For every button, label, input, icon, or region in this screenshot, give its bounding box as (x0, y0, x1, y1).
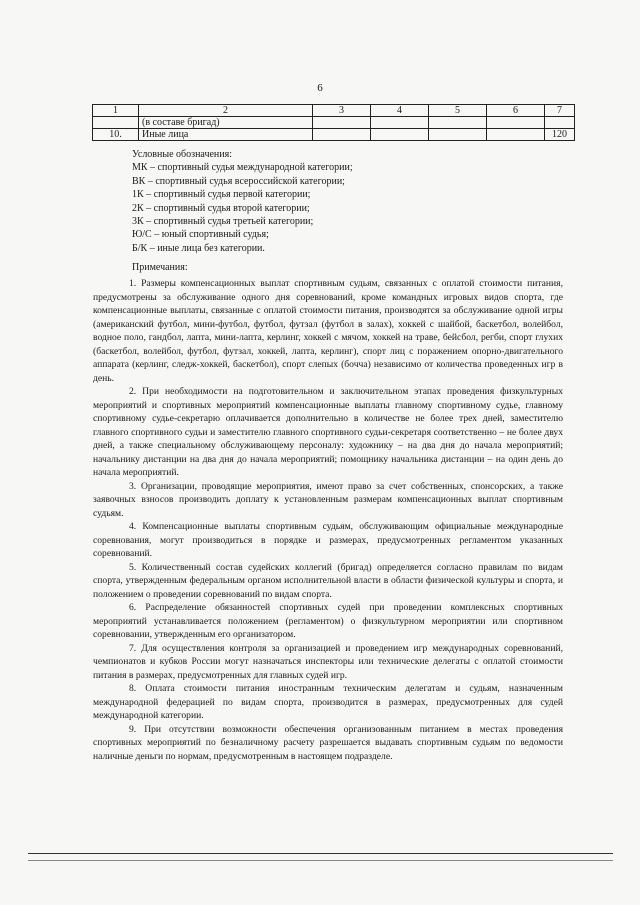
table-cell (487, 129, 545, 141)
note-paragraph: 9. При отсутствии возможности обеспечения организованным питанием в местах проведения спортивных мероприятий по безналичному расчету разрешается выдавать спортивным судьям по ведомости наличные деньги по нормам, предусмотренным в настоящем подразделе. (93, 723, 563, 762)
table-row (93, 117, 575, 129)
table-cell (371, 129, 429, 141)
notation-title: Условные обозначения: (132, 149, 233, 160)
table-cell (313, 129, 371, 141)
table-cell (93, 117, 139, 129)
table-cell (429, 117, 487, 129)
notation-item: МК – спортивный судья международной категории; (132, 162, 353, 174)
table-header-row (93, 105, 575, 117)
bottom-divider-secondary (28, 860, 613, 861)
note-paragraph: 8. Оплата стоимости питания иностранным техническим делегатам и судьям, назначенным международной федерацией по видам спорта, производится в размерах, предусмотренных для судей международной категории. (93, 683, 563, 721)
note-paragraph: 2. При необходимости на подготовительном и заключительном этапах проведения физкультурных мероприятий и спортивных мероприятий компенсационные выплаты главному спортивному судье, главному спортивному судье-секретарю оплачивается дополнительно в количестве не более трех дней, заместителю главного спортивного судьи и заместителю главного спортивного судьи-секретаря соответственно – не более двух дней, а также специальному обслуживающему персоналу: художнику – на два дня до начала мероприятий; начальнику дистанции на два дня до начала мероприятий; помощнику начальника дистанции – на один день до начала мероприятий. (93, 386, 563, 478)
note-paragraph: 5. Количественный состав судейских коллегий (бригад) определяется согласно правилам по видам спорта, утвержденным федеральным органом исполнительной власти в области физической культуры и спорта, и положением о проведении соревнований по видам спорта. (93, 561, 563, 600)
note-paragraph: 3. Организации, проводящие мероприятия, имеют право за счет собственных, спонсорских, а также заявочных взносов производить доплату к установленным размерам компенсационных выплат спортивным судьям. (93, 480, 563, 519)
table-cell (371, 117, 429, 129)
table-header-cell: 5 (429, 105, 487, 117)
table-header-cell: 3 (313, 105, 371, 117)
table-cell (429, 129, 487, 141)
page-number: 6 (317, 82, 323, 94)
notation-item: 3К – спортивный судья третьей категории; (132, 216, 314, 228)
notes-block (93, 277, 563, 763)
note-paragraph: 7. Для осуществления контроля за организацией и проведением игр международных соревнований, чемпионатов и кубков России могут назначаться инспекторы или технические делегаты с оплатой стоимости питания в размерах, предусмотренных для главных судей игр. (93, 642, 563, 681)
note-paragraph: 1. Размеры компенсационных выплат спортивным судьям, связанных с оплатой стоимости питания, предусмотрены за обслуживание одного дня соревнований, кроме командных игровых видов спорта, где компенсационные выплаты, связанные с оплатой стоимости питания, производятся за обслуживание одной игры (американский футбол, мини-футбол, футбол, футзал (футбол в залах), хоккей с шайбой, баскетбол, волейбол, водное поло, гандбол, лапта, мини-лапта, керлинг, хоккей с мячом, хоккей на траве, бейсбол, регби, спорт глухих (баскетбол, волейбол, футбол, футзал, хоккей, лапта, керлинг), спорт лиц с поражением опорно-двигательного аппарата (керлинг, следж-хоккей, баскетбол), спорт слепых (бочча) независимо от количества проведенных игр в день. (93, 278, 563, 384)
table-cell (545, 117, 575, 129)
notation-item: ВК – спортивный судья всероссийской категории; (132, 175, 345, 187)
table-cell (313, 117, 371, 129)
notation-item: 2К – спортивный судья второй категории; (132, 202, 310, 214)
note-paragraph: 6. Распределение обязанностей спортивных судей при проведении комплексных спортивных мероприятий устанавливается положением (регламентом) о физкультурном мероприятии или спортивном соревновании, утвержденным его организатором. (93, 602, 563, 640)
table-header-cell: 7 (545, 105, 575, 117)
table-cell: 120 (545, 129, 575, 141)
table-header-cell: 4 (371, 105, 429, 117)
judges-table (92, 104, 575, 141)
notation-item: Б/К – иные лица без категории. (132, 242, 265, 254)
note-paragraph: 4. Компенсационные выплаты спортивным судьям, обслуживающим официальные международные соревнования, могут производиться в порядке и размерах, предусмотренных регламентом указанных соревнований. (93, 521, 563, 559)
table-header-cell: 1 (93, 105, 139, 117)
notation-block (132, 148, 562, 255)
table-header-cell: 2 (139, 105, 313, 117)
bottom-divider (28, 853, 613, 854)
table-header-cell: 6 (487, 105, 545, 117)
notation-item: 1К – спортивный судья первой категории; (132, 189, 311, 201)
notation-item: Ю/С – юный спортивный судья; (132, 229, 269, 241)
table-cell: (в составе бригад) (139, 117, 313, 129)
table-cell: 10. (93, 129, 139, 141)
notes-title: Примечания: (132, 262, 188, 273)
table-cell: Иные лица (139, 129, 313, 141)
table-cell (487, 117, 545, 129)
table-row (93, 129, 575, 141)
